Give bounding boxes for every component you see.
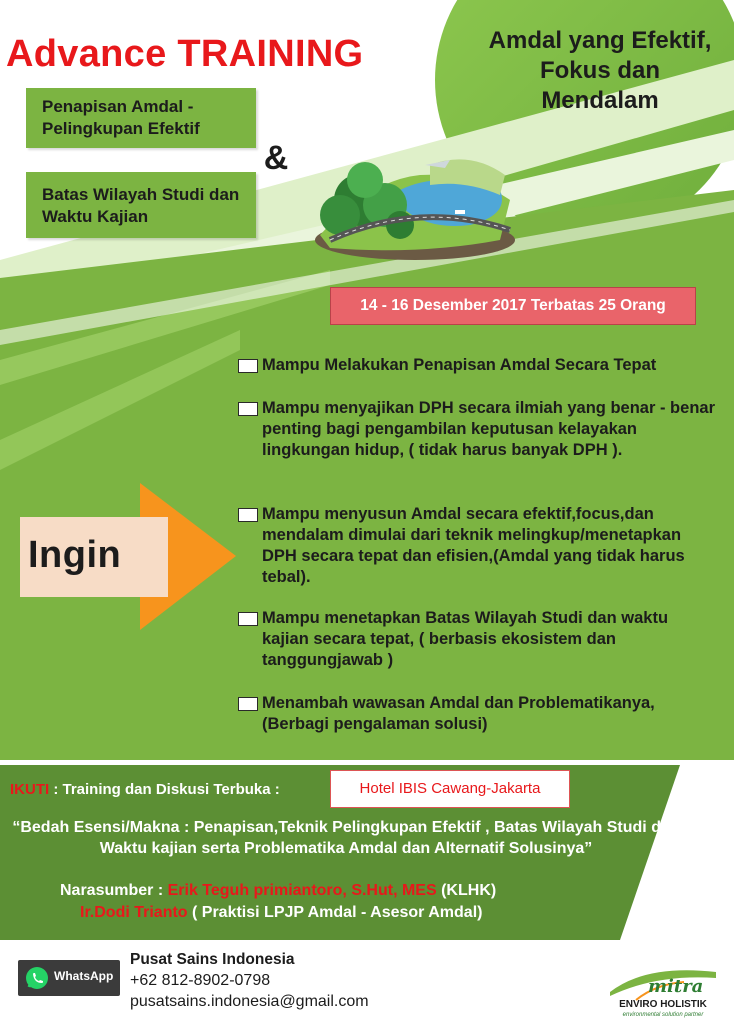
benefit-item [238, 355, 718, 376]
logo-name: ENVIRO HOLISTIK [619, 999, 707, 1010]
checkbox-icon [238, 359, 258, 373]
ikuti-label: IKUTI [10, 781, 50, 798]
benefit-item [238, 398, 718, 461]
ikuti-line [10, 780, 340, 800]
contact-org: Pusat Sains Indonesia [130, 951, 295, 968]
speaker-2-name: Ir.Dodi Trianto [80, 904, 188, 921]
ikuti-text: : Training dan Diskusi Terbuka : [49, 781, 280, 798]
speaker-1-name: Erik Teguh primiantoro, S.Hut, MES [167, 882, 437, 899]
ingin-label: Ingin [28, 534, 122, 576]
contact-email[interactable]: pusatsains.indonesia@gmail.com [130, 993, 369, 1010]
speaker-2-org: ( Praktisi LPJP Amdal - Asesor Amdal) [187, 904, 483, 921]
benefit-item [238, 504, 718, 588]
benefit-item [238, 608, 718, 671]
page-title: Advance TRAINING [6, 33, 364, 75]
whatsapp-label: WhatsApp [54, 969, 114, 983]
event-quote: “Bedah Esensi/Makna : Penapisan,Teknik Pelingkupan Efektif , Batas Wilayah Studi dan Waktu kajian serta Problematika Amdal dan Alternatif Solusinya” [12, 819, 680, 857]
speaker-1-org: (KLHK) [436, 882, 497, 899]
speaker-1 [60, 880, 496, 902]
benefit-text: Mampu Melakukan Penapisan Amdal Secara Tepat [262, 356, 657, 374]
ampersand: & [263, 139, 289, 177]
checkbox-icon [238, 612, 258, 626]
contact-block [130, 950, 470, 1012]
topic-box-penapisan: Penapisan Amdal - Pelingkupan Efektif [26, 88, 256, 148]
benefit-text: Mampu menyajikan DPH secara ilmiah yang benar - benar penting bagi pengambilan keputusan kelayakan lingkungan hidup, ( tidak harus banyak DPH ). [262, 399, 715, 459]
checkbox-icon [238, 697, 258, 711]
logo-tagline: environmental solution partner [622, 1012, 704, 1018]
logo-script: mitra [648, 976, 704, 997]
checkbox-icon [238, 402, 258, 416]
whatsapp-icon [24, 965, 50, 991]
contact-phone[interactable]: +62 812-8902-0798 [130, 972, 271, 989]
speaker-2 [80, 902, 482, 924]
enviro-holistik-logo [606, 962, 720, 1020]
speaker-label: Narasumber : [60, 882, 168, 899]
benefit-item [238, 693, 718, 735]
venue-box: Hotel IBIS Cawang-Jakarta [330, 770, 570, 808]
benefit-text: Mampu menetapkan Batas Wilayah Studi dan waktu kajian secara tepat, ( berbasis ekosistem dan tanggungjawab ) [262, 609, 669, 669]
date-banner: 14 - 16 Desember 2017 Terbatas 25 Orang [330, 287, 696, 325]
checkbox-icon [238, 508, 258, 522]
benefit-text: Mampu menyusun Amdal secara efektif,focus,dan mendalam dimulai dari teknik melingkup/menetapkan DPH secara tepat dan efisien,(Amdal yang tidak harus tebal). [262, 505, 685, 586]
headline: Amdal yang Efektif, Fokus dan Mendalam [488, 27, 712, 114]
topic-box-batas-wilayah: Batas Wilayah Studi dan Waktu Kajian [26, 172, 256, 238]
benefit-text: Menambah wawasan Amdal dan Problematikanya,(Berbagi pengalaman solusi) [262, 694, 655, 733]
whatsapp-badge[interactable] [18, 960, 120, 996]
